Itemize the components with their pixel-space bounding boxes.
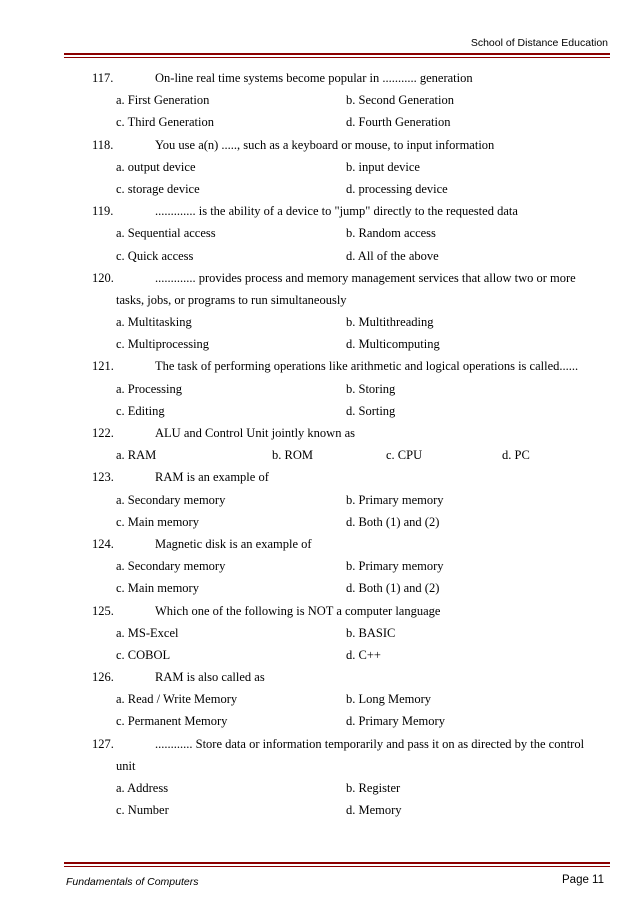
option-c: c. Third Generation — [116, 115, 214, 130]
option-a: a. Address — [116, 781, 169, 795]
options-row — [0, 777, 638, 799]
question-number: 117. — [92, 71, 114, 85]
options-row — [0, 89, 638, 111]
option-a: a. Secondary memory — [116, 492, 226, 507]
question-125 — [0, 600, 638, 622]
question-number: 121. — [92, 359, 114, 374]
option-c: c. Number — [116, 803, 169, 818]
question-text-continuation: tasks, jobs, or programs to run simultaneously — [116, 292, 347, 307]
option-c: c. Main memory — [116, 581, 199, 596]
question-number: 127. — [92, 736, 114, 751]
option-c: c. Permanent Memory — [116, 714, 228, 729]
question-text-continuation: unit — [116, 758, 136, 773]
question-121 — [0, 355, 638, 377]
option-d: d. Both (1) and (2) — [346, 581, 440, 596]
options-row — [0, 311, 638, 333]
option-d: d. processing device — [346, 181, 448, 196]
question-number: 119. — [92, 204, 114, 219]
option-d: d. Both (1) and (2) — [346, 514, 440, 529]
option-d: d. C++ — [346, 647, 381, 662]
option-c: c. Main memory — [116, 514, 199, 529]
option-c: c. Multiprocessing — [116, 337, 210, 352]
options-row — [0, 577, 638, 599]
option-c: c. storage device — [116, 181, 200, 196]
options-row — [0, 378, 638, 400]
option-d: d. Multicomputing — [346, 337, 440, 352]
question-number: 126. — [92, 670, 114, 685]
options-row — [0, 444, 638, 466]
option-d: d. Memory — [346, 803, 402, 818]
question-120 — [0, 267, 638, 289]
question-text-continued — [0, 289, 638, 311]
option-a: a. Read / Write Memory — [116, 692, 238, 707]
option-b: b. Random access — [346, 226, 436, 241]
option-b: b. input device — [346, 159, 420, 174]
option-d: d. Fourth Generation — [346, 115, 451, 130]
options-row — [0, 489, 638, 511]
question-number: 124. — [92, 536, 114, 551]
question-123 — [0, 466, 638, 488]
footer-rule-thin — [64, 866, 610, 867]
question-text: ............ Store data or information temporarily and pass it on as directed by the control — [155, 736, 585, 751]
question-118 — [0, 134, 638, 156]
question-126 — [0, 666, 638, 688]
option-a: a. First Generation — [116, 93, 210, 108]
options-row — [0, 400, 638, 422]
option-d: d. Sorting — [346, 403, 396, 418]
question-text: Which one of the following is NOT a computer language — [155, 603, 441, 618]
question-117 — [0, 67, 638, 89]
option-d: d. PC — [502, 448, 530, 463]
options-row — [0, 111, 638, 133]
question-text: The task of performing operations like arithmetic and logical operations is called...... — [155, 359, 579, 374]
question-text: You use a(n) ....., such as a keyboard or mouse, to input information — [155, 137, 495, 152]
question-text: ............. is the ability of a device to "jump" directly to the requested data — [155, 204, 518, 219]
question-text: Magnetic disk is an example of — [155, 536, 312, 551]
question-list — [0, 67, 638, 821]
question-text: RAM is an example of — [155, 470, 269, 485]
option-d: d. Primary Memory — [346, 714, 445, 729]
option-b: b. Long Memory — [346, 692, 432, 707]
question-text: On-line real time systems become popular in ........... generation — [155, 71, 473, 85]
option-a: a. Multitasking — [116, 315, 192, 330]
question-127 — [0, 733, 638, 755]
options-row — [0, 222, 638, 244]
options-row — [0, 688, 638, 710]
option-a: a. output device — [116, 159, 196, 174]
running-header: School of Distance Education — [470, 37, 608, 49]
option-b: b. Primary memory — [346, 559, 444, 574]
option-b: b. Storing — [346, 381, 396, 396]
header-rule-thin — [64, 57, 610, 58]
question-text: ............. provides process and memory management services that allow two or more — [155, 270, 576, 285]
options-row — [0, 178, 638, 200]
option-a: a. Sequential access — [116, 226, 216, 241]
option-a: a. Processing — [116, 381, 182, 396]
option-c: c. Quick access — [116, 248, 194, 263]
option-a: a. RAM — [116, 448, 157, 463]
header-rule — [64, 53, 610, 55]
option-b: b. ROM — [272, 448, 313, 463]
question-text: ALU and Control Unit jointly known as — [155, 426, 355, 440]
option-b: b. BASIC — [346, 625, 396, 640]
question-number: 120. — [92, 270, 114, 285]
footer-course-title: Fundamentals of Computers — [66, 876, 199, 888]
option-b: b. Primary memory — [346, 492, 444, 507]
option-c: c. Editing — [116, 403, 165, 418]
options-row — [0, 511, 638, 533]
option-d: d. All of the above — [346, 248, 439, 263]
options-row — [0, 333, 638, 355]
options-row — [0, 245, 638, 267]
options-row — [0, 156, 638, 178]
options-row — [0, 644, 638, 666]
option-c: c. COBOL — [116, 647, 171, 662]
options-row — [0, 799, 638, 821]
question-number: 123. — [92, 470, 114, 485]
option-a: a. MS-Excel — [116, 625, 179, 640]
options-row — [0, 555, 638, 577]
footer-page-number: Page 11 — [562, 874, 604, 886]
footer-rule — [64, 862, 610, 864]
question-122 — [0, 422, 638, 444]
option-a: a. Secondary memory — [116, 559, 226, 574]
options-row — [0, 710, 638, 732]
question-number: 122. — [92, 426, 114, 440]
question-124 — [0, 533, 638, 555]
question-119 — [0, 200, 638, 222]
options-row — [0, 622, 638, 644]
question-text: RAM is also called as — [155, 670, 265, 685]
question-number: 125. — [92, 603, 114, 618]
question-text-continued — [0, 755, 638, 777]
question-number: 118. — [92, 137, 114, 152]
option-b: b. Multithreading — [346, 315, 434, 330]
option-c: c. CPU — [386, 448, 423, 463]
option-b: b. Register — [346, 781, 401, 795]
option-b: b. Second Generation — [346, 93, 454, 108]
